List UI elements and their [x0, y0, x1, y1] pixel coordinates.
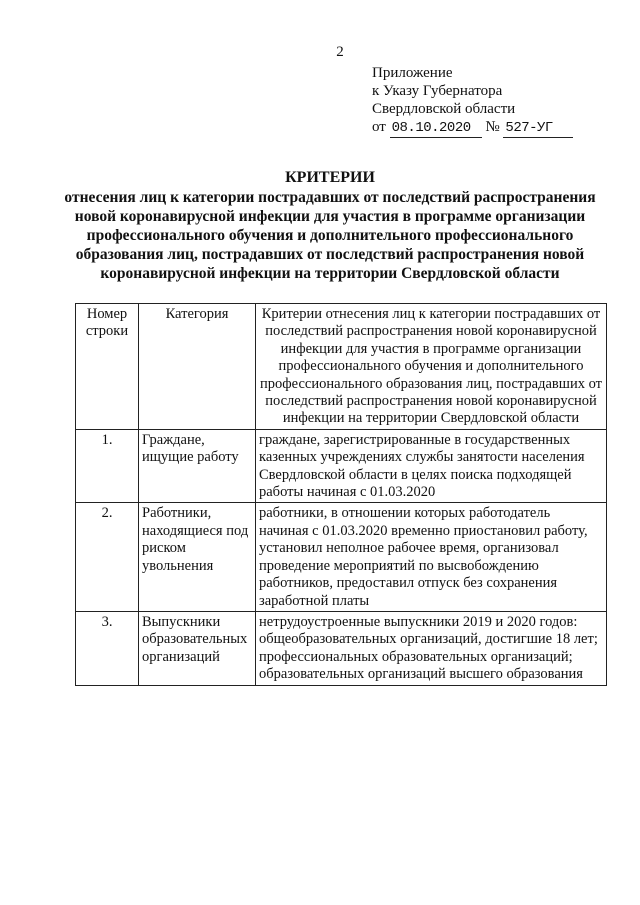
header-criteria: Критерии отнесения лиц к категории пострадавших от последствий распространения новой коронавирусной инфекции для участия в программе организации профессионального обучения и дополнительного профессионального образования лиц, пострадавших от последствий распространения новой коронавирусной инфекции на территории Свердловской области	[256, 304, 607, 430]
decree-number: 527-УГ	[503, 119, 573, 138]
title-main: КРИТЕРИИ	[285, 169, 375, 186]
row-category: Выпускники образовательных организаций	[139, 611, 256, 685]
header-category: Категория	[139, 304, 256, 430]
table-header-row	[76, 304, 607, 430]
row-category: Работники, находящиеся под риском увольнения	[139, 503, 256, 611]
table-row	[76, 503, 607, 611]
row-criteria: граждане, зарегистрированные в государственных казенных учреждениях службы занятости населения Свердловской области в целях поиска подходящей работы начиная с 01.03.2020	[256, 429, 607, 503]
appendix-date-line	[372, 118, 573, 138]
row-number: 2.	[76, 503, 139, 611]
row-number: 3.	[76, 611, 139, 685]
table-row	[76, 611, 607, 685]
appendix-region: Свердловской области	[372, 101, 516, 117]
criteria-table	[75, 303, 607, 686]
row-number: 1.	[76, 429, 139, 503]
number-prefix: №	[485, 119, 500, 135]
decree-date: 08.10.2020	[390, 119, 482, 138]
appendix-label: Приложение	[372, 65, 453, 81]
page-number: 2	[336, 44, 344, 60]
table-row	[76, 429, 607, 503]
title-subtitle: отнесения лиц к категории пострадавших от последствий распространения новой коронавирусной инфекции для участия в программе организации профессионального обучения и дополнительного профессионального образования лиц, пострадавших от последствий распространения новой коронавирусной инфекции на территории Свердловской области	[64, 189, 596, 282]
appendix-decree: к Указу Губернатора	[372, 83, 503, 99]
row-criteria: нетрудоустроенные выпускники 2019 и 2020 годов: общеобразовательных организаций, достигшие 18 лет; профессиональных образовательных организаций; образовательных организаций высшего образования	[256, 611, 607, 685]
row-criteria: работники, в отношении которых работодатель начиная с 01.03.2020 временно приостановил работу, установил неполное рабочее время, организовал проведение мероприятий по высвобождению работников, предоставил отпуск без сохранения заработной платы	[256, 503, 607, 611]
header-number: Номер строки	[76, 304, 139, 430]
row-category: Граждане, ищущие работу	[139, 429, 256, 503]
appendix-block	[372, 64, 573, 138]
document-title	[60, 168, 600, 283]
date-prefix: от	[372, 119, 386, 135]
